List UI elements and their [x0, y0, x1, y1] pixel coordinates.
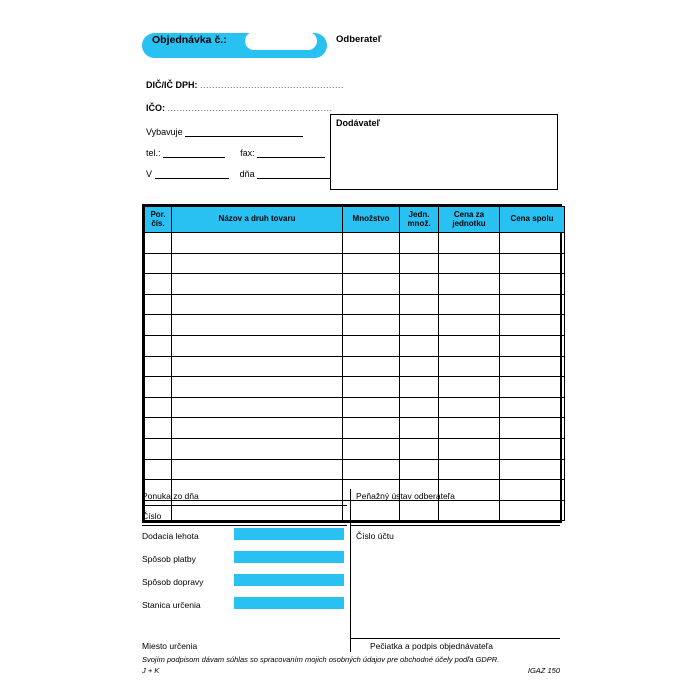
table-cell-nazov[interactable]: [172, 438, 343, 459]
footer-divider: [350, 489, 351, 652]
goods-table: [144, 206, 565, 521]
table-cell-cena_za_jednotku[interactable]: [439, 274, 500, 295]
table-cell-cena_spolu[interactable]: [500, 459, 565, 480]
table-cell-mnozstvo[interactable]: [343, 253, 400, 274]
supplier-box[interactable]: [330, 114, 558, 190]
table-cell-nazov[interactable]: [172, 233, 343, 254]
form-code-label: IGAZ 150: [527, 666, 560, 675]
field-vybavuje-row: [146, 126, 303, 137]
supplier-label: Dodávateľ: [336, 118, 380, 128]
table-cell-mnozstvo[interactable]: [343, 315, 400, 336]
table-row: [145, 253, 565, 274]
field-ico-label: IČO:: [146, 103, 165, 113]
footer-input-dodacia-lehota[interactable]: [234, 528, 344, 540]
table-cell-por_cis[interactable]: [145, 397, 172, 418]
form-footer: [142, 489, 560, 675]
table-cell-por_cis[interactable]: [145, 294, 172, 315]
table-cell-cena_za_jednotku[interactable]: [439, 253, 500, 274]
table-cell-por_cis[interactable]: [145, 335, 172, 356]
table-row: [145, 418, 565, 439]
table-row: [145, 335, 565, 356]
table-cell-jedn_mnoz[interactable]: [400, 418, 439, 439]
column-header-mnozstvo: Množstvo: [343, 207, 400, 233]
table-cell-por_cis[interactable]: [145, 274, 172, 295]
footer-label-cislo: Číslo: [142, 511, 162, 521]
table-cell-nazov[interactable]: [172, 397, 343, 418]
table-cell-mnozstvo[interactable]: [343, 294, 400, 315]
table-cell-por_cis[interactable]: [145, 315, 172, 336]
table-cell-jedn_mnoz[interactable]: [400, 274, 439, 295]
table-cell-cena_spolu[interactable]: [500, 274, 565, 295]
table-cell-por_cis[interactable]: [145, 438, 172, 459]
table-cell-nazov[interactable]: [172, 315, 343, 336]
field-date-label: dňa: [239, 169, 255, 179]
table-row: [145, 315, 565, 336]
table-cell-nazov[interactable]: [172, 253, 343, 274]
table-cell-por_cis[interactable]: [145, 233, 172, 254]
table-cell-nazov[interactable]: [172, 356, 343, 377]
field-tel-row: [146, 147, 325, 158]
table-cell-nazov[interactable]: [172, 459, 343, 480]
field-ico-filler: .......................................................: [167, 103, 333, 113]
table-cell-jedn_mnoz[interactable]: [400, 233, 439, 254]
field-vybavuje-input[interactable]: [185, 126, 303, 137]
footer-input-sposob-platby[interactable]: [234, 551, 344, 563]
field-tel-label: tel.:: [146, 148, 161, 158]
footer-label-dodacia-lehota: Dodacia lehota: [142, 531, 199, 541]
footer-rule-right-2: [350, 638, 560, 639]
table-cell-cena_za_jednotku[interactable]: [439, 438, 500, 459]
footer-label-penazny-ustav: Peňažný ústav odberateľa: [356, 491, 455, 501]
field-fax-input[interactable]: [257, 147, 325, 158]
goods-table-head: [145, 207, 565, 233]
table-row: [145, 274, 565, 295]
footer-rule-1: [142, 505, 347, 506]
footer-label-sposob-dopravy: Spôsob dopravy: [142, 577, 204, 587]
table-cell-cena_za_jednotku[interactable]: [439, 294, 500, 315]
field-dic-row: [146, 80, 344, 90]
table-cell-jedn_mnoz[interactable]: [400, 315, 439, 336]
table-cell-jedn_mnoz[interactable]: [400, 356, 439, 377]
field-dic-label: DIČ/IČ DPH:: [146, 80, 198, 90]
goods-table-wrapper: [142, 204, 558, 523]
field-place-date-row: [146, 168, 331, 179]
table-cell-cena_spolu[interactable]: [500, 253, 565, 274]
table-cell-cena_spolu[interactable]: [500, 418, 565, 439]
publisher-label: J + K: [142, 666, 160, 675]
footer-label-ponuka-zo-dna: Ponuka zo dňa: [142, 491, 199, 501]
table-row: [145, 356, 565, 377]
table-cell-mnozstvo[interactable]: [343, 377, 400, 398]
footer-input-sposob-dopravy[interactable]: [234, 574, 344, 586]
field-date-input[interactable]: [257, 168, 331, 179]
table-cell-cena_za_jednotku[interactable]: [439, 377, 500, 398]
table-cell-cena_spolu[interactable]: [500, 397, 565, 418]
field-dic-filler: ................................................: [200, 80, 345, 90]
table-row: [145, 233, 565, 254]
table-cell-nazov[interactable]: [172, 294, 343, 315]
table-cell-nazov[interactable]: [172, 377, 343, 398]
table-row: [145, 377, 565, 398]
table-cell-cena_spolu[interactable]: [500, 438, 565, 459]
table-cell-jedn_mnoz[interactable]: [400, 253, 439, 274]
table-cell-por_cis[interactable]: [145, 418, 172, 439]
table-cell-por_cis[interactable]: [145, 356, 172, 377]
signature-label: Pečiatka a podpis objednávateľa: [370, 641, 493, 651]
table-cell-cena_spolu[interactable]: [500, 233, 565, 254]
field-place-label: V: [146, 169, 153, 179]
column-header-cena-line2: jednotku: [452, 218, 486, 228]
footer-rule-right-1: [350, 525, 560, 526]
table-cell-cena_za_jednotku[interactable]: [439, 315, 500, 336]
table-cell-cena_spolu[interactable]: [500, 294, 565, 315]
table-cell-mnozstvo[interactable]: [343, 233, 400, 254]
table-cell-cena_spolu[interactable]: [500, 356, 565, 377]
column-header-por-cis-line2: čís.: [151, 218, 165, 228]
table-cell-cena_za_jednotku[interactable]: [439, 459, 500, 480]
table-cell-nazov[interactable]: [172, 418, 343, 439]
order-form-document: [140, 28, 560, 673]
table-cell-cena_spolu[interactable]: [500, 315, 565, 336]
footer-label-miesto-urcenia: Miesto určenia: [142, 641, 198, 651]
table-cell-mnozstvo[interactable]: [343, 397, 400, 418]
table-cell-mnozstvo[interactable]: [343, 274, 400, 295]
footer-rule-2: [142, 525, 347, 526]
table-cell-por_cis[interactable]: [145, 459, 172, 480]
column-header-cena-za-jednotku: [439, 207, 500, 233]
table-cell-por_cis[interactable]: [145, 253, 172, 274]
table-cell-mnozstvo[interactable]: [343, 335, 400, 356]
table-cell-jedn_mnoz[interactable]: [400, 377, 439, 398]
table-row: [145, 397, 565, 418]
column-header-nazov: Názov a druh tovaru: [172, 207, 343, 233]
form-header: [140, 28, 560, 62]
table-cell-mnozstvo[interactable]: [343, 356, 400, 377]
column-header-jedn-mnoz: [400, 207, 439, 233]
table-row: [145, 294, 565, 315]
column-header-por-cis-line1: Por.: [150, 210, 166, 220]
table-cell-por_cis[interactable]: [145, 377, 172, 398]
goods-table-header-row: [145, 207, 565, 233]
field-tel-input[interactable]: [163, 147, 225, 158]
goods-table-border: [142, 204, 562, 523]
table-cell-jedn_mnoz[interactable]: [400, 294, 439, 315]
table-cell-nazov[interactable]: [172, 274, 343, 295]
table-cell-cena_spolu[interactable]: [500, 335, 565, 356]
table-cell-cena_za_jednotku[interactable]: [439, 233, 500, 254]
table-cell-jedn_mnoz[interactable]: [400, 335, 439, 356]
field-fax-label: fax:: [240, 148, 255, 158]
table-cell-cena_za_jednotku[interactable]: [439, 397, 500, 418]
table-cell-mnozstvo[interactable]: [343, 459, 400, 480]
footer-label-stanica-urcenia: Stanica určenia: [142, 600, 201, 610]
table-cell-cena_za_jednotku[interactable]: [439, 356, 500, 377]
customer-label: Odberateľ: [336, 34, 382, 45]
table-cell-jedn_mnoz[interactable]: [400, 397, 439, 418]
column-header-cena-line1: Cena za: [453, 210, 485, 220]
table-row: [145, 459, 565, 480]
column-header-cena-spolu: Cena spolu: [500, 207, 565, 233]
table-row: [145, 438, 565, 459]
order-number-label: Objednávka č.:: [152, 34, 227, 46]
column-header-jedn-line2: množ.: [407, 218, 431, 228]
footer-label-sposob-platby: Spôsob platby: [142, 554, 196, 564]
table-cell-cena_za_jednotku[interactable]: [439, 335, 500, 356]
table-cell-jedn_mnoz[interactable]: [400, 438, 439, 459]
footer-input-stanica-urcenia[interactable]: [234, 597, 344, 609]
table-cell-nazov[interactable]: [172, 335, 343, 356]
column-header-jedn-line1: Jedn.: [408, 210, 430, 220]
field-vybavuje-label: Vybavuje: [146, 127, 183, 137]
table-cell-mnozstvo[interactable]: [343, 418, 400, 439]
footer-label-cislo-uctu: Číslo účtu: [356, 531, 394, 541]
table-cell-cena_spolu[interactable]: [500, 377, 565, 398]
field-ico-row: [146, 103, 333, 113]
column-header-por-cis: [145, 207, 172, 233]
table-cell-cena_za_jednotku[interactable]: [439, 418, 500, 439]
gdpr-note: Svojím podpisom dávam súhlas so spracovaním mojich osobných údajov pre obchodné účely podľa GDPR.: [142, 655, 500, 664]
field-place-input[interactable]: [155, 168, 229, 179]
table-cell-jedn_mnoz[interactable]: [400, 459, 439, 480]
order-number-input[interactable]: [245, 32, 317, 50]
goods-table-body: [145, 233, 565, 521]
table-cell-mnozstvo[interactable]: [343, 438, 400, 459]
